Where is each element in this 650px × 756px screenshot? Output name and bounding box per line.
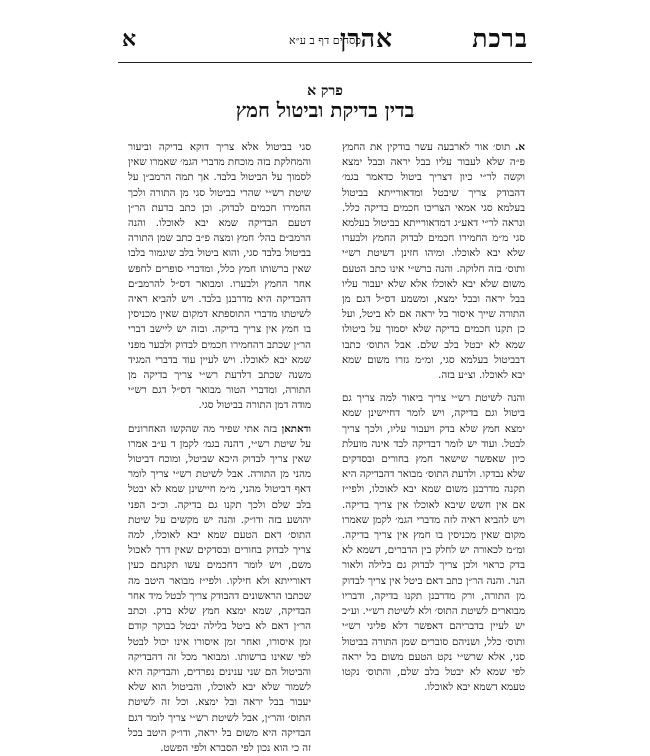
- paragraph-text: והנה לשיטת רש״י צריך ביאור למה צריך גם ביטול וגם בדיקה, ויש לומר דחיישינן שמא ימצא חמץ שלא בדק ויעבור עליו, ולכך צריך לבטל. ועוד יש לומר דבדיקה לבד אינה מועלת כיון שאפשר שישאר חמץ בחורים ובסדקים שלא נבדקו. ולדעת התוס׳ מבואר דהבדיקה היא תקנה מדרבנן משום שמא יבא לאוכלו, ולפי״ז אם אין חשש שיבא לאוכלו אין צריך בדיקה. ויש להביא ראיה לזה מדברי הגמ׳ לקמן שאמרו מקום שאין מכניסין בו חמץ אין צריך בדיקה. ומ״מ לכאורה יש לחלק בין הדברים, דשמא לא בדק כראוי ולכן צריך לבדוק גם בלילה ולאור הנר. והנה הר״ן כתב דאם ביטל אין צריך לבדוק מן התורה, ורק מדרבנן תקנו בדיקה, ודבריו מבוארים לשיטת התוס׳ ולא לשיטת רש״י. וע״כ יש לעיין בדבריהם דאפשר דלא פליגי רש״י ותוס׳ כלל, ושניהם סוברים שמן התורה בביטול סגי, אלא שרש״י נקט הטעם משום בל יראה לפי שמא לא יבטל בלב שלם, והתוס׳ נקטו טעמא דשמא יבא לאוכלו.: [342, 393, 525, 694]
- paragraph: [342, 391, 525, 695]
- running-header: [118, 22, 532, 63]
- paragraph: [128, 140, 311, 414]
- book-author: אהרן: [340, 24, 394, 53]
- paragraph-lead: ודאתאן: [281, 422, 311, 435]
- right-text-column: [342, 140, 525, 694]
- paragraph-text: בזה אתי שפיר מה שהקשו האחרונים על שיטת רש״י, דהנה בגמ׳ לקמן ד ע״ב אמרו שאין צריך לבדוק היכא שביטל, ומוכח דביטול מהני מן התורה. אבל לשיטת רש״י צריך לומר דאף דביטול מהני, מ״מ חיישינן שמא לא יבטל בלב שלם ולכך תקנו גם בדיקה. וכ״כ הפני יהושע בזה ודו״ק. והנה יש מקשים על שיטת התוס׳ דאם הטעם שמא יבא לאוכלו, למה צריך לבדוק בחורים ובסדקים שאין דרך לאכול משם, ויש לומר דחכמים עשו תקנתם כעין דאורייתא ולא חילקו. ולפי״ז מבואר היטב מה שכתבו הראשונים דהבודק צריך לבטל מיד אחר הבדיקה, שמא ימצא חמץ שלא בדק. וכתב הר״ן דאם לא ביטל בלילה יבטל בבוקר קודם זמן איסורו, ואחר זמן איסורו אינו יכול לבטל לפי שאינו ברשותו. ומבואר מכל זה דהבדיקה והביטול הם שני ענינים נפרדים, והבדיקה היא לשמור שלא יבא לאוכלו, והביטול הוא שלא יעבור בבל יראה ובל ימצא. וכל זה לשיטת התוס׳ והר״ן, אבל לשיטת רש״י צריך לומר דגם הבדיקה היא משום בל יראה, ודו״ק היטב בכל זה כי הוא נכון לפי הסברא ולפי הפשט.: [128, 423, 311, 754]
- paragraph-text: סגי בביטול אלא צריך דוקא בדיקה וביעור והמחלקת בזה מוכחת מדברי הגמ׳ שאמרו שאין לסמוך על הביטול בלבד. אך תמה הרמב״ן על שיטת רש״י שהרי בביטול סגי מן התורה ולכך החמירו חכמים לבדוק. וכן כתב בדעת הר״ן דטעם הבדיקה שמא יבא לאוכלו. והנה הרמב״ם בהל׳ חמץ ומצה פ״ב כתב שמן התורה בביטול בלבד סגי, והוא ביטול בלב שיגמור בלבו שאין ברשותו חמץ כלל, ומדברי סופרים לחפש אחר החמץ ולבערו. ומבואר דס״ל להרמב״ם דהבדיקה היא מדרבנן בלבד. ויש להביא ראיה לשיטתו מדברי התוספתא דמקום שאין מכניסין בו חמץ אין צריך בדיקה. ובזה יש ליישב דברי הר״ן שכתב דהחמירו חכמים לבדוק ולבער מפני שמא יבא לאוכלו. ויש לעיין עוד בדברי המגיד משנה שכתב דלדעת רש״י צריך בדיקה מן התורה, ומדברי הטור מבואר דס״ל דגם רש״י מודה דמן התורה בביטול סגי.: [128, 142, 311, 412]
- page-reference: פסחים דף ב ע״א: [288, 34, 362, 47]
- left-text-column: [128, 140, 311, 754]
- paragraph-lead: א.: [514, 141, 525, 153]
- book-title: ברכת: [472, 24, 528, 53]
- paragraph: [342, 140, 525, 383]
- page-letter: א: [122, 26, 137, 52]
- section-title: בדין בדיקת וביטול חמץ: [235, 98, 415, 122]
- chapter-label: פרק א: [307, 83, 343, 99]
- paragraph-text: תוס׳ אור לארבעה עשר בודקין את החמץ פ״ה שלא לעבור עליו בבל יראה ובבל ימצא וקשה לר״י כיון דצריך ביטול כדאמר בגמ׳ דהבודק צריך שיבטל ומדאורייתא בביטול בעלמא סגי אמאי הצריכו חכמים בדיקה כלל. ונראה לר״י דאע״ג דמדאורייתא בביטול בעלמא סגי מ״מ החמירו חכמים לבדוק החמץ ולבערו שלא יבא לאוכלו. ומיהו חזינן דשיטת רש״י ותוס׳ בזה חלוקה. והנה ברש״י אינו כתב הטעם משום שלא יבא לאוכלו אלא שלא יעבור עליו בבל יראה ובבל ימצא, ומשמע דס״ל דגם מן התורה שייך איסור בל יראה אם לא ביטל, ועל כן תקנו חכמים בדיקה שלא יסמוך על ביטולו שמא לא יבטל בלב שלם. אבל התוס׳ כתבו דבביטול בעלמא סגי, ומ״מ גזרו משום שמא יבא לאוכלו. וצ״ע בזה.: [342, 142, 525, 382]
- paragraph: [128, 422, 311, 756]
